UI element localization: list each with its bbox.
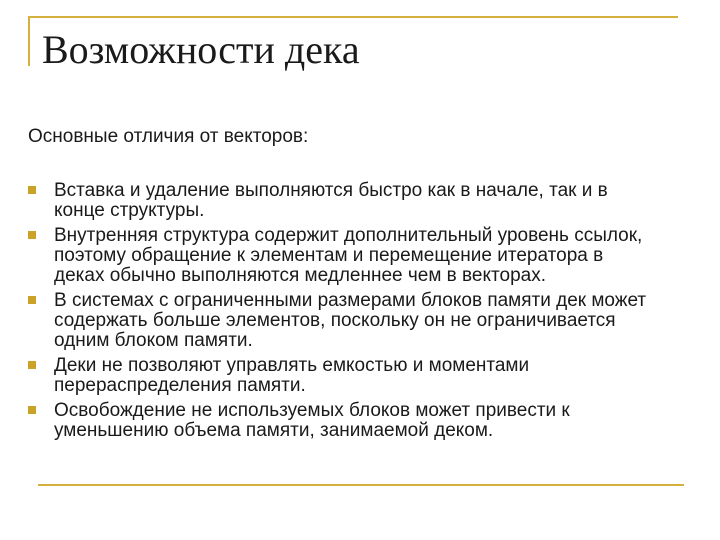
square-bullet-icon bbox=[28, 186, 36, 194]
bullet-text: В системах с ограниченными размерами блоков памяти дек может содержать больше элементов, поскольку он не ограничивается одним блоком памяти. bbox=[54, 290, 647, 351]
square-bullet-icon bbox=[28, 296, 36, 304]
bullet-item bbox=[28, 356, 668, 396]
title-left-rule bbox=[28, 16, 30, 66]
slide-title: Возможности дека bbox=[42, 27, 360, 72]
title-top-rule bbox=[28, 16, 678, 18]
bullet-item bbox=[28, 181, 668, 221]
bullet-item bbox=[28, 226, 668, 286]
bullet-text: Внутренняя структура содержит дополнительный уровень ссылок, поэтому обращение к элементам и перемещение итератора в деках обычно выполняются медленнее чем в векторах. bbox=[54, 225, 643, 286]
bullet-text: Вставка и удаление выполняются быстро как в начале, так и в конце структуры. bbox=[54, 180, 608, 221]
square-bullet-icon bbox=[28, 406, 36, 414]
footer-rule bbox=[38, 484, 684, 486]
bullet-item bbox=[28, 291, 668, 351]
bullet-list bbox=[28, 181, 668, 446]
bullet-text: Деки не позволяют управлять емкостью и моментами перераспределения памяти. bbox=[54, 355, 530, 396]
bullet-item bbox=[28, 401, 668, 441]
square-bullet-icon bbox=[28, 361, 36, 369]
slide-subtitle: Основные отличия от векторов: bbox=[28, 126, 309, 147]
bullet-text: Освобождение не используемых блоков может привести к уменьшению объема памяти, занимаемой деком. bbox=[54, 400, 570, 441]
square-bullet-icon bbox=[28, 231, 36, 239]
